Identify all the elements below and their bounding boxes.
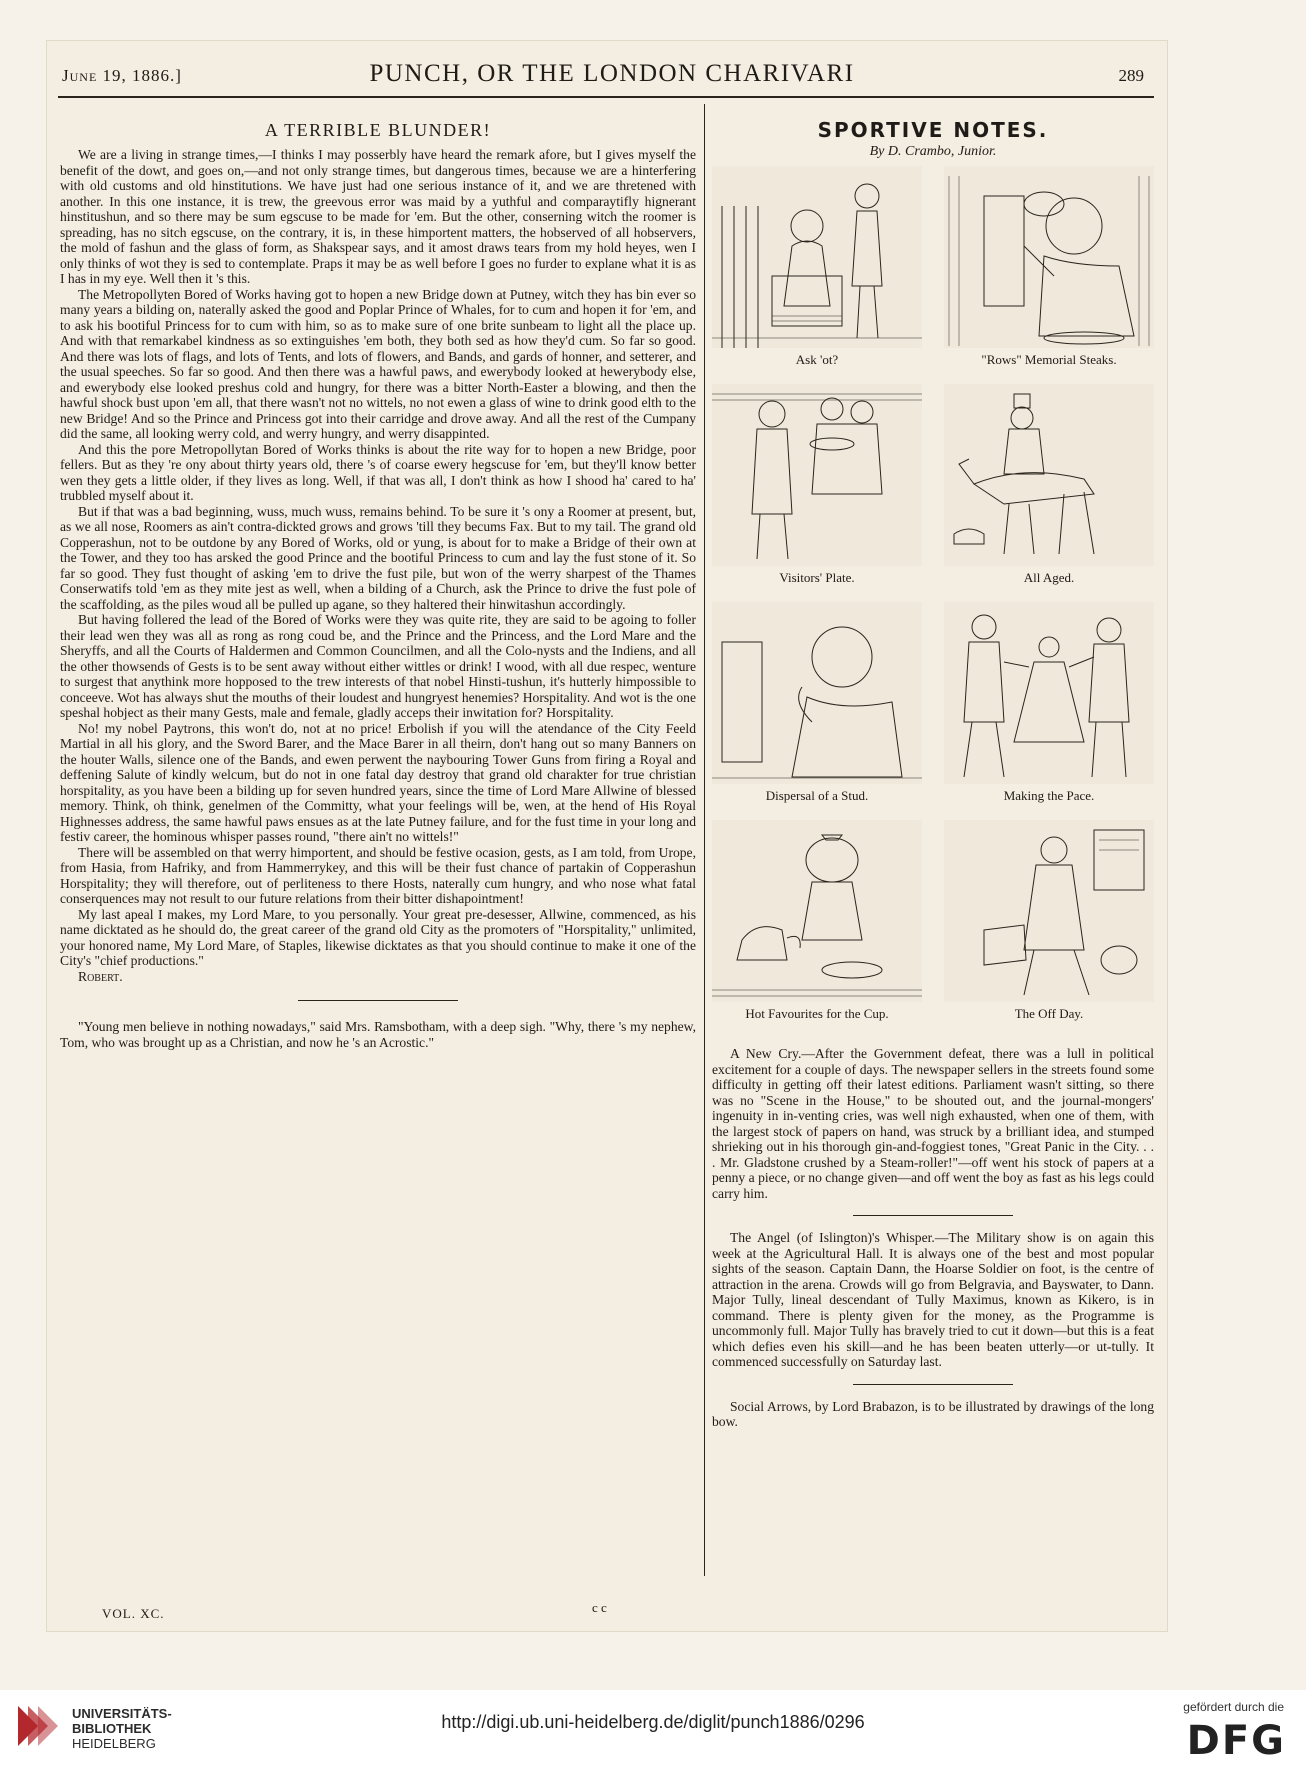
permalink-url[interactable]: http://digi.ub.uni-heidelberg.de/diglit/punch1886/0296 [441, 1712, 865, 1732]
cartoon-ask-ot [712, 166, 922, 368]
volume-number: VOL. XC. [102, 1606, 165, 1621]
note-new-cry: A New Cry.—After the Government defeat, there was a lull in political excitement for a couple of days. The newspaper sellers in the streets found some difficulty in getting off their latest editions. Parliament wasn't sitting, so there was no "Scene in the House," to be shouted out, and the journal-mongers' ingenuity in in-venting cries, was well nigh exhausted, when one of them, with the largest stock of papers on hand, was struck by a brilliant idea, and stumped shrieking out in his thorough gin-and-foggiest tones, "Great Panic in the City. . . . Mr. Gladstone crushed by a Steam-roller!"—off went his stock of papers at a penny a piece, or no change given—and off went the boy as fast as his legs could carry him. [712, 1046, 1154, 1201]
section-divider [298, 1000, 458, 1001]
cartoon-caption: The Off Day. [1014, 1006, 1084, 1021]
issue-date: June 19, 1886.] [62, 66, 182, 85]
article-paragraph: The Metropollyten Bored of Works having got to hopen a new Bridge down at Putney, witch they has bin ever so many years a bilding on, naterally asked the good and Poplar Prince of Whales, for to cum and hopen it for 'em, and to ask his bootiful Princess for to cum with him, so as to make sure of one brite sunbeam to light all the place up. And with that remarkabel kindness as so extinguishes 'em both, they both sed as how they'd cum. So far so good. And there was lots of flags, and lots of Tents, and lots of flowers, and Bands, and gards of honner, and setterer, and the usual speeches. So far so good. And then there was a hawful paws, and ewerybody looked at hewerybody else, and ewerybody else looked preshus cold and hungry, for there was a bitter North-Easter a blowing, and then the hawful shock bust upon 'em all, that there wasn't not no wittels, no not ewen a glass of wine to drink good elth to the new Bridge! And so the Prince and Princess got into their carridge and drove away. And all the rest of the Cumpany did the same, all looking werry cold, and werry hungry, and werry disappinted. [60, 286, 696, 441]
footnote-paragraph: "Young men believe in nothing nowadays," said Mrs. Ramsbotham, with a deep sigh. "Why, there 's my nephew, Tom, who was brought up as a Christian, and now he 's an Acrostic." [60, 1019, 696, 1050]
page-number: 289 [1118, 66, 1144, 85]
article-title: A TERRIBLE BLUNDER! [264, 120, 492, 140]
cartoon-the-off-day [944, 820, 1154, 1022]
article-paragraph: But having follered the lead of the Bored of Works were they was quite rite, they are said to be agoing to foller their lead wen they was all as rong as rong coud be, and the Prince and the Princess, and the Lord Mare and the Sheryffs, and all the Courts of Haldermen and Common Councilmen, and all the Colo-nysts and the Indiens, and all the other thowsends of Gests is to be sent away without either wittles or drink! I wood, with all due respec, wenture to surgest that anythink more hopposed to the trew interests of that nobel Hinsti-tushun, it's hutterly himpossible to conceeve. Wot has always shut the mouths of their loudest and hungryest henemies? Horspitality. And wot is the one speshal hobject as their many Gests, male and female, gladly acceps their inwitation for? Horspitality. [60, 612, 696, 720]
sponsor-label: gefördert durch die [1183, 1700, 1284, 1714]
library-name-line: HEIDELBERG [72, 1736, 156, 1751]
cartoon-grid [712, 166, 1154, 1040]
cartoon-caption: Visitors' Plate. [779, 570, 855, 585]
article-signature: Robert. [78, 968, 123, 984]
cartoon-illustration [712, 384, 922, 566]
footnote-block [60, 1019, 696, 1050]
cartoon-hot-favourites-for-the-cup [712, 820, 922, 1022]
page-footer [62, 1600, 1152, 1626]
page-header [62, 60, 1152, 94]
article-paragraph: My last apeal I makes, my Lord Mare, to you personally. Your great pre-desesser, Allwine, commenced, as his name dicktated as he should do, the great career of the grand old City as the promoters of "Horspitality," unlimited, your honored name, My Lord Mare, of Staples, likewise dicktates as that you should continue to make it one of the City's "chief productions." [60, 906, 696, 968]
header-rule [58, 96, 1154, 98]
cartoon-caption: "Rows" Memorial Steaks. [981, 352, 1117, 367]
cartoon-visitors-plate [712, 384, 922, 586]
right-notes [712, 1046, 1154, 1430]
article-paragraph: We are a living in strange times,—I thinks I may posserbly have heard the remark afore, but I gives myself the benefit of the dowt, and goes on,—and not only strange times, but dangerous times, because we are a hinterfering with old customs and old hinstitutions. We have just had one serious instance of it, and we are thretened with another. In this one instance, it is trew, the greevous error was maid by a yuthful and comparaytifly hignerant hinstitushun, and so there may be sum egscuse to be made for 'em. But the other, conserning witch the roomer is spreading, has no sitch egscuse, on the contrary, it is, in these himportent matters, the hobserved of all hobservers, the mold of fashun and the glass of form, as Shakspear says, and it amost draws tears from my hold heyes, wen I only thinks of wot they is sed to contemplate. Praps it may be as well before I goes no furder to explane what it is as I has in my eye. Well then it 's this. [60, 147, 696, 286]
dfg-logo: DFG [1186, 1718, 1286, 1764]
cartoon-illustration [712, 166, 922, 348]
note-social-arrows: Social Arrows, by Lord Brabazon, is to be illustrated by drawings of the long bow. [712, 1398, 1154, 1429]
cartoon-illustration [944, 820, 1154, 1002]
article-paragraph: There will be assembled on that werry himportent, and should be festive ocasion, gests, as I am told, from Urope, from Hasia, from Hafriky, and from Hammerrykey, and this will be their fust chance of partakin of Copperashun Horspitality; they will therefore, out of perliteness to there Hosts, naterally cum hungry, and who nose what fatal conserquences may not result to our future relations from their bitter dishapointment! [60, 844, 696, 906]
cartoon-illustration [712, 602, 922, 784]
cartoon-caption: Making the Pace. [1003, 788, 1095, 803]
sportive-notes-byline: By D. Crambo, Junior. [869, 144, 997, 159]
publication-title: PUNCH, OR THE LONDON CHARIVARI [369, 60, 855, 87]
cartoon-making-the-pace [944, 602, 1154, 804]
cartoon-illustration [944, 384, 1154, 566]
article-paragraph: And this the pore Metropollytan Bored of Works thinks is about the rite way for to hopen a new Bridge, poor fellers. But as they 're ony about thirty years old, there 's of coarse ewery hegscuse for 'em, but they'll know better wen they gets a little older, if they lives as long. Well, if that was all, I don't think as how I shood ha' cared to ha' trubbled myself about it. [60, 441, 696, 503]
article-body [60, 147, 696, 984]
sportive-notes-title: SPORTIVE NOTES. [817, 118, 1049, 142]
library-footer-bar [0, 1690, 1306, 1778]
section-divider [853, 1215, 1013, 1216]
note-angel-of-islington: The Angel (of Islington)'s Whisper.—The Military show is on again this week at the Agricultural Hall. It is always one of the best and most popular sights of the season. Captain Dann, the Hoarse Soldier on foot, is the centre of attraction in the arena. Crowds will go from Belgravia, and Bayswater, to Dann. Major Tully, lineal descendant of Tully Maximus, known as Kikero, is in command. There is plenty given for the money, as the Programme is uncommonly full. Major Tully has bravely tried to cut it down—but this is a feat which defies even his skill—and he has been beaten utterly—or ut-tully. It commenced successfully on Saturday last. [712, 1230, 1154, 1369]
section-divider [853, 1384, 1013, 1385]
article-paragraph: But if that was a bad beginning, wuss, much wuss, remains behind. To be sure it 's ony a Roomer at present, but, as we all nose, Roomers as ain't contra-dickted grows and grows 'till they becums Fax. But to my tail. The grand old Copperashun, not to be outdone by any Bored of Works, old or yung, is about for to make a Bridge of their own at the Tower, and they too has arsked the good Prince and the bootiful Princess to cum and lay the fust stone of it. So far so good. They fust thought of asking 'em to drive the fust pile, but won of the werry sharpest of the Thames Conserwatifs told 'em as they mite jest as well, when a bilding of a Church, ask the Prince to drive the fust pole of the scaffolding, as the piles woud all be pulled up agane, so they haltered their hinwitashun accordingly. [60, 503, 696, 612]
cartoon-caption: Hot Favourites for the Cup. [745, 1006, 889, 1021]
library-name-line: BIBLIOTHEK [72, 1721, 152, 1736]
cartoon-all-aged [944, 384, 1154, 586]
cartoon-caption: Ask 'ot? [795, 352, 839, 367]
signature-mark: c c [592, 1600, 607, 1615]
cartoon-caption: Dispersal of a Stud. [765, 788, 869, 803]
article-paragraph: No! my nobel Paytrons, this won't do, not at no price! Erbolish if you will the atendance of the City Feeld Martial in all his glory, and the Sword Barer, and the Mace Barer in all theirn, don't hang out so many Banners on the houter Walls, silence one of the Bands, and ewen perwent the naybouring Tower Guns from firing a Royal and deffening Salute of kindly welcum, but do not in one fatal day destroy that grand old charakter for true christian horspitality, as you have been a bilding up for seven hundred years, since the time of Lord Mare Allwine of blessed memory. Think, oh think, genelmen of the Committy, what your feelings will be, wen, at the hend of His Royal Highnesses address, the same hawful paws ensues as at the late Putney failure, and for the fust time in your long and festiv career, the hominous whisper passes round, "there ain't no wittels!" [60, 720, 696, 844]
right-column [712, 118, 1154, 1430]
library-name-line: UNIVERSITÄTS- [72, 1706, 172, 1721]
cartoon-illustration [944, 166, 1154, 348]
left-column [60, 112, 696, 1050]
cartoon-dispersal-of-a-stud [712, 602, 922, 804]
column-rule [704, 104, 705, 1576]
cartoon-illustration [944, 602, 1154, 784]
cartoon-caption: All Aged. [1023, 570, 1075, 585]
cartoon-illustration [712, 820, 922, 1002]
cartoon-rows-memorial-steaks [944, 166, 1154, 368]
